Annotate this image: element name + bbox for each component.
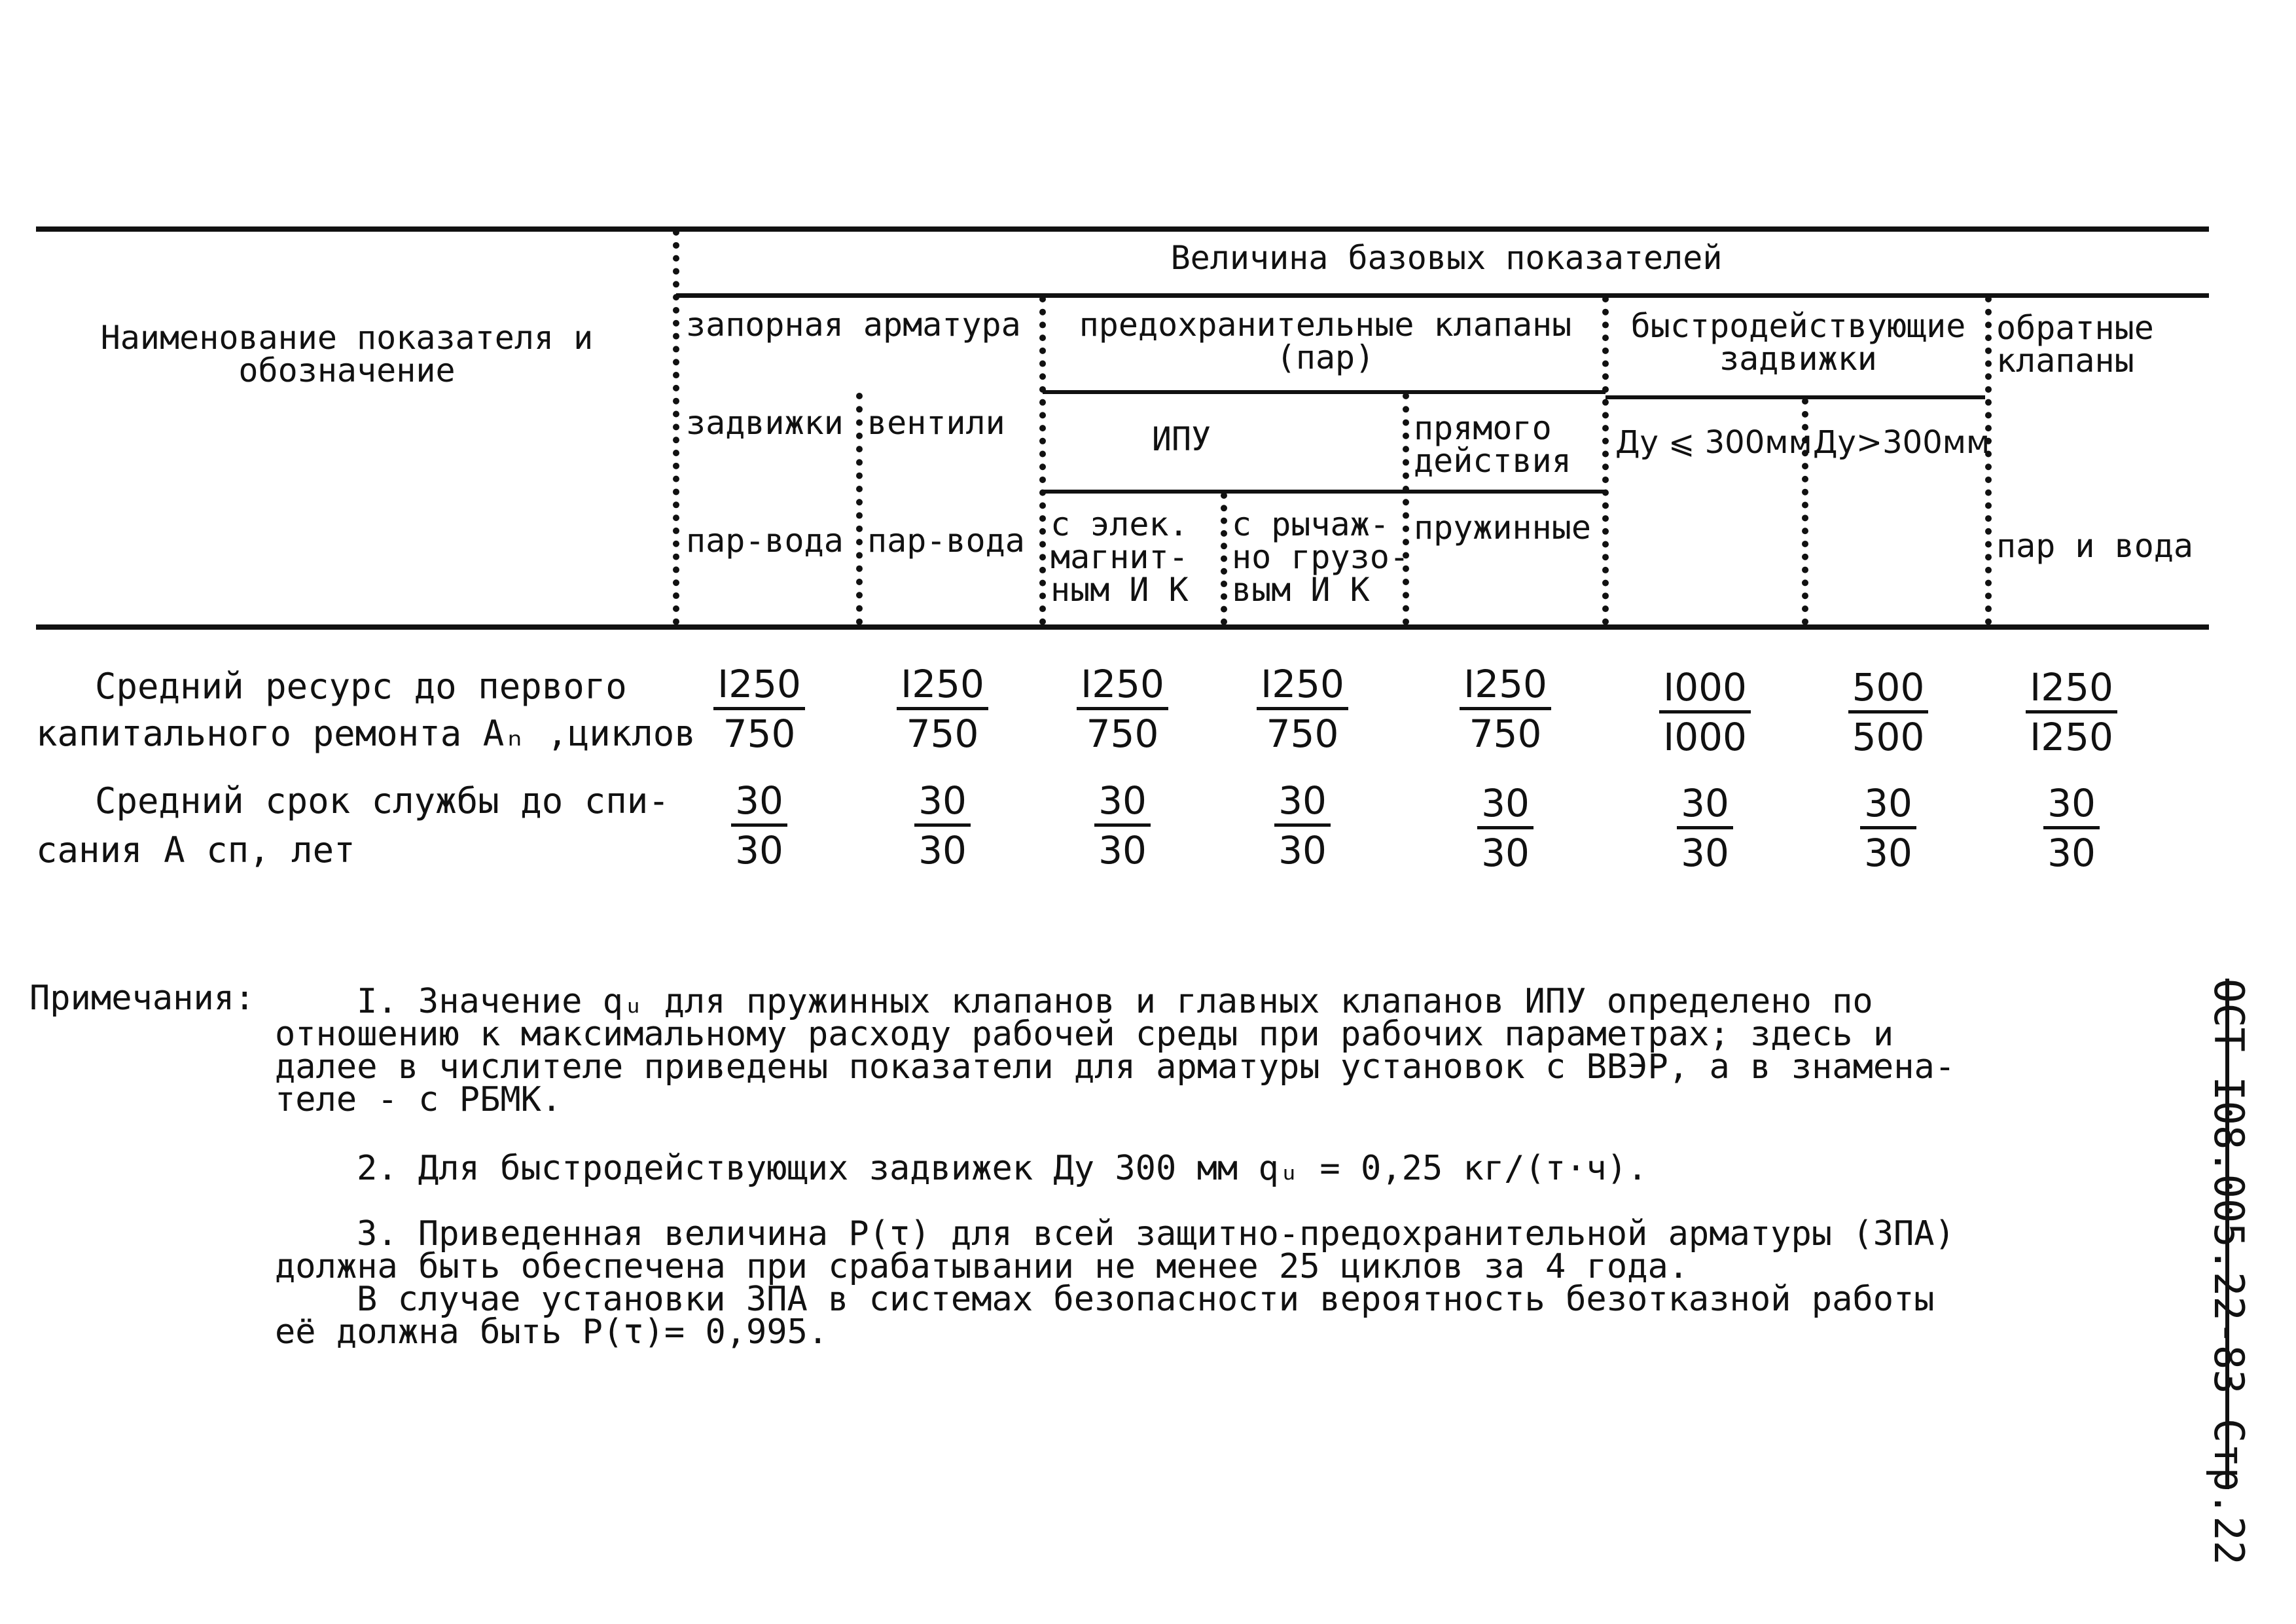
row1-value-num: I250 — [1460, 661, 1551, 710]
group-zapornaya: запорная арматура — [686, 306, 1021, 344]
row2-value-num: 30 — [2043, 780, 2100, 829]
row2-value — [2006, 780, 2137, 876]
sub-du-gt: Ду>300мм — [1813, 424, 1990, 461]
sub-rule-bystro — [1605, 395, 1985, 399]
leaf-rychazh-line2: но грузо- — [1232, 538, 1409, 576]
sub-du-le: Ду ⩽ 300мм — [1615, 424, 1812, 461]
leaf-par-voda-2: пар-вода — [867, 522, 1025, 560]
row2-value-num: 30 — [1477, 780, 1534, 829]
row1-value — [1823, 664, 1954, 761]
note-3-line3: В случае установки ЗПА в системах безопасности вероятность безотказной работы — [357, 1280, 1935, 1319]
leaf-par-voda-1: пар-вода — [686, 522, 844, 560]
row1-value — [1640, 664, 1770, 761]
row1-value-den: 750 — [906, 712, 979, 756]
row2-value-num: 30 — [1094, 778, 1151, 827]
row1-value-den: I000 — [1663, 715, 1747, 759]
col-sep — [673, 229, 679, 625]
row1-value-den: 750 — [1469, 712, 1542, 756]
group-bystro-line2: задвижки — [1719, 340, 1877, 378]
row1-value — [877, 661, 1008, 757]
group-predokhr-line2: (пар) — [1276, 338, 1375, 376]
note-3-line4: её должна быть P(τ)= 0,995. — [275, 1312, 829, 1352]
row1-value-num: I250 — [713, 661, 805, 710]
col-sep — [1039, 296, 1046, 625]
group-obratnye-line2: клапаны — [1996, 342, 2134, 380]
row1-value-den: 750 — [1266, 712, 1339, 756]
row2-value-den: 30 — [1681, 831, 1729, 875]
row1-value-num: I250 — [2026, 664, 2117, 713]
note-1-line2: отношению к максимальному расходу рабочей среды при рабочих параметрах; здесь и — [275, 1015, 1894, 1054]
row1-label-line2: капитального ремонта Aₙ ,циклов — [36, 713, 696, 754]
row1-value-den: 750 — [723, 712, 796, 756]
note-1-line1: I. Значение qᵤ для пружинных клапанов и главных клапанов ИПУ определено по — [357, 982, 1873, 1021]
sub-ipu: ИПУ — [1151, 420, 1211, 458]
row2-value-num: 30 — [1677, 780, 1733, 829]
row2-value-den: 30 — [1098, 828, 1147, 873]
col-sep — [1221, 492, 1227, 625]
row2-value-num: 30 — [914, 778, 971, 827]
group-title: Величина базовых показателей — [1170, 239, 1723, 277]
row2-value-den: 30 — [735, 828, 783, 873]
row2-label-line2: сания A сп, лет — [36, 829, 355, 871]
row2-value-den: 30 — [918, 828, 967, 873]
group-obratnye-line1: обратные — [1996, 309, 2154, 347]
row1-value — [1237, 661, 1368, 757]
row1-value-den: 750 — [1086, 712, 1159, 756]
row1-label-line1: Средний ресурс до первого — [95, 666, 627, 707]
row2-value — [1237, 778, 1368, 874]
row1-value — [694, 661, 825, 757]
row2-value-den: 30 — [1481, 831, 1530, 875]
leaf-rychazh-line3: вым И К — [1232, 571, 1370, 609]
side-label: ОСТ I08.005.22-83 Стр.22 — [2205, 979, 2253, 1565]
row2-value — [694, 778, 825, 874]
note-1-line3: далее в числителе приведены показатели для арматуры установок с ВВЭР, а в знамена- — [275, 1047, 1956, 1087]
col-sep — [1403, 393, 1409, 625]
leaf-elek-line3: ным И К — [1050, 571, 1189, 609]
group-predokhr-line1: предохранительные клапаны — [1079, 306, 1572, 344]
table-top-rule — [36, 226, 2209, 232]
leaf-rychazh-line1: с рычаж- — [1232, 505, 1390, 543]
row2-value — [1640, 780, 1770, 876]
note-3-line2: должна быть обеспечена при срабатывании не менее 25 циклов за 4 года. — [275, 1247, 1689, 1286]
row1-value — [1057, 661, 1188, 757]
row1-value — [2006, 664, 2137, 761]
sub-rule-ipu — [1043, 490, 1605, 494]
row2-value-num: 30 — [1274, 778, 1331, 827]
leaf-pruzhinnye: пружинные — [1414, 509, 1591, 547]
note-3-line1: 3. Приведенная величина P(τ) для всей защитно-предохранительной арматуры (ЗПА) — [357, 1214, 1955, 1254]
group-rule — [676, 293, 2209, 298]
row2-value — [1057, 778, 1188, 874]
row1-value-num: I000 — [1659, 664, 1751, 713]
group-bystro-line1: быстродействующие — [1630, 307, 1966, 345]
note-1-line4: теле - с РБМК. — [275, 1080, 562, 1119]
row-header-line2: обозначение — [238, 352, 456, 389]
row1-value-num: I250 — [1257, 661, 1348, 710]
sub-zadvizhki: задвижки — [686, 404, 844, 442]
row2-value — [1440, 780, 1571, 876]
note-2: 2. Для быстродействующих задвижек Ду 300 мм qᵤ = 0,25 кг/(т·ч). — [357, 1149, 1648, 1188]
leaf-elek-line1: с элек. — [1050, 505, 1189, 543]
row2-value-den: 30 — [2047, 831, 2096, 875]
row1-value-num: I250 — [1077, 661, 1168, 710]
row2-value-num: 30 — [731, 778, 787, 827]
leaf-par-i-voda: пар и вода — [1996, 527, 2194, 565]
row2-value-den: 30 — [1864, 831, 1912, 875]
row-header-line1: Наименование показателя и — [100, 319, 594, 357]
row2-value-num: 30 — [1860, 780, 1916, 829]
sub-pryamogo-line2: действия — [1414, 442, 1571, 480]
sub-pryamogo-line1: прямого — [1414, 409, 1552, 447]
row1-value — [1440, 661, 1571, 757]
row2-value — [877, 778, 1008, 874]
row1-value-num: I250 — [897, 661, 988, 710]
row2-value-den: 30 — [1278, 828, 1327, 873]
row1-value-num: 500 — [1848, 664, 1929, 713]
row2-label-line1: Средний срок службы до спи- — [95, 780, 670, 821]
notes-title: Примечания: — [29, 979, 255, 1018]
sub-rule-predokhr — [1043, 390, 1605, 394]
row1-value-den: 500 — [1852, 715, 1925, 759]
sub-ventili: вентили — [867, 404, 1005, 442]
header-bottom-rule — [36, 624, 2209, 630]
row2-value — [1823, 780, 1954, 876]
col-sep — [856, 393, 863, 625]
row1-value-den: I250 — [2030, 715, 2113, 759]
leaf-elek-line2: магнит- — [1050, 538, 1189, 576]
